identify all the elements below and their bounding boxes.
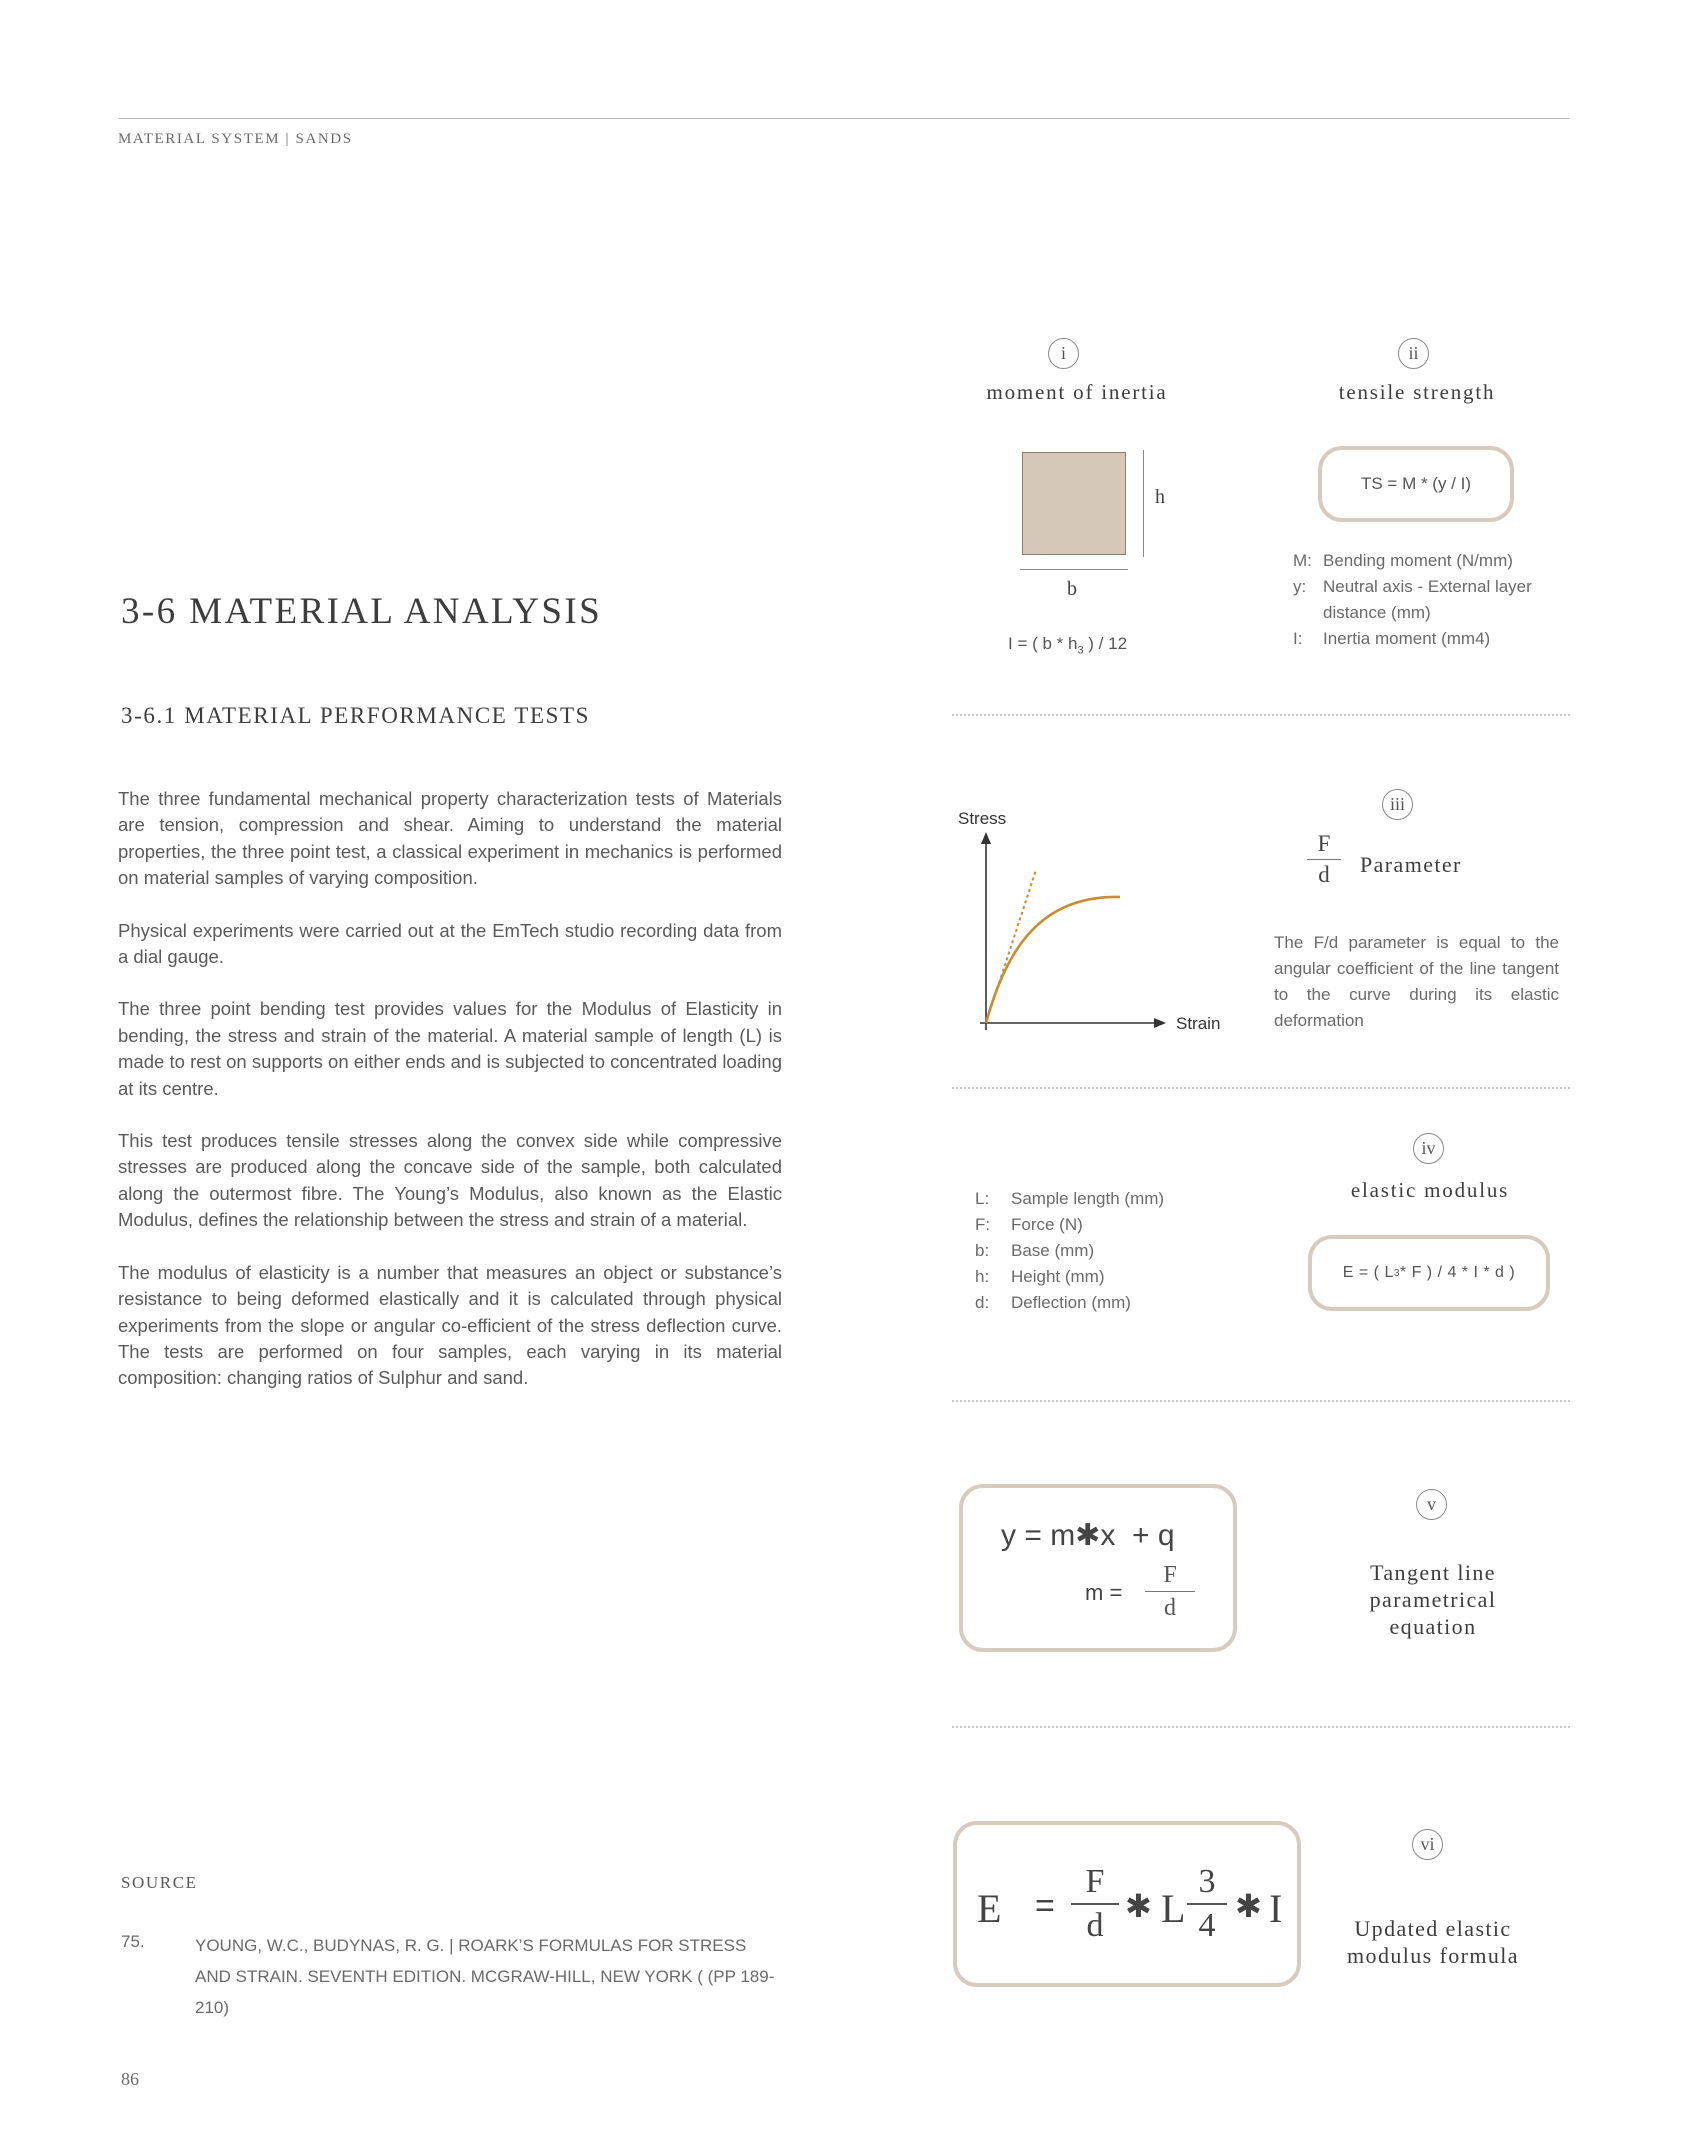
- header-rule: [118, 118, 1570, 119]
- legend-value: Height (mm): [1011, 1267, 1105, 1286]
- formula-i: I: [1269, 1886, 1283, 1931]
- fraction-numerator: 3: [1198, 1863, 1216, 1900]
- formula-multiply-2: ✱: [1235, 1888, 1262, 1924]
- section-title: 3-6 MATERIAL ANALYSIS: [121, 591, 603, 632]
- legend-key: d:: [975, 1293, 990, 1312]
- paragraph-2: Physical experiments were carried out at the EmTech studio recording data from a dial gauge.: [118, 919, 782, 968]
- moment-of-inertia-title: moment of inertia: [986, 380, 1168, 404]
- fraction-bar: [1071, 1903, 1119, 1905]
- base-dimension-line: [1020, 569, 1128, 570]
- parameter-title: Parameter: [1360, 852, 1462, 877]
- legend-value: Force (N): [1011, 1215, 1083, 1234]
- tensile-strength-title: tensile strength: [1338, 380, 1496, 404]
- fraction-numerator: F: [1317, 831, 1331, 856]
- legend-value: Inertia moment (mm4): [1323, 629, 1491, 648]
- legend-key: F:: [975, 1215, 991, 1234]
- subsection-title: 3-6.1 MATERIAL PERFORMANCE TESTS: [121, 703, 591, 728]
- reference-text: YOUNG, W.C., BUDYNAS, R. G. | ROARK’S FORMULAS FOR STRESS AND STRAIN. SEVENTH EDITION. MCGRAW-HILL, NEW YORK ( (PP 189-210): [195, 1936, 775, 2017]
- legend-value: Neutral axis - External layer distance (mm): [1323, 577, 1532, 622]
- cross-section-square: [1022, 452, 1126, 555]
- legend-key: y:: [1293, 577, 1307, 596]
- page-number: 86: [121, 2069, 139, 2089]
- fraction-bar: [1187, 1903, 1227, 1905]
- formula-multiply-1: ✱: [1125, 1888, 1152, 1924]
- source-label: SOURCE: [121, 1873, 198, 1892]
- divider-2: [952, 1087, 1570, 1089]
- fraction-bar: [1307, 859, 1341, 860]
- numeral-v-badge: v: [1416, 1489, 1447, 1520]
- fraction-denominator: 4: [1198, 1906, 1216, 1944]
- legend-value: Bending moment (N/mm): [1323, 551, 1513, 570]
- legend-key: M:: [1293, 551, 1312, 570]
- paragraph-1: The three fundamental mechanical property characterization tests of Materials are tension, compression and shear. Aiming to understand the material properties, the three point test, a classical experiment in mechanics is performed on material samples of varying composition.: [118, 788, 782, 889]
- elastic-legend: [975, 1186, 1215, 1316]
- body-text: [118, 786, 782, 1418]
- legend-value: Deflection (mm): [1011, 1293, 1131, 1312]
- fraction-denominator: d: [1164, 1595, 1176, 1621]
- tangent-fraction: [1145, 1560, 1195, 1623]
- title-line: Updated elastic: [1354, 1916, 1512, 1941]
- elastic-modulus-title: elastic modulus: [1350, 1178, 1510, 1202]
- fraction-denominator: d: [1318, 862, 1330, 887]
- updated-modulus-title: [1318, 1915, 1548, 1969]
- tensile-strength-formula-box: TS = M * (y / I): [1318, 446, 1514, 522]
- numeral-ii-badge: ii: [1398, 338, 1429, 369]
- elastic-formula-pre: E = ( L: [1342, 1264, 1394, 1281]
- formula-equals: =: [1035, 1887, 1055, 1925]
- title-line: modulus formula: [1347, 1943, 1519, 1968]
- formula-fraction-f-d: [1071, 1863, 1119, 1945]
- legend-value: Sample length (mm): [1011, 1189, 1165, 1208]
- elastic-modulus-formula-box: [1308, 1235, 1550, 1311]
- inertia-formula: [1008, 634, 1127, 656]
- stress-label: Stress: [958, 809, 1007, 828]
- tangent-equation-lhs: m =: [1085, 1580, 1123, 1605]
- formula-fraction-3-4: [1187, 1863, 1227, 1945]
- stress-strain-chart: [950, 800, 1240, 1050]
- legend-value: Base (mm): [1011, 1241, 1095, 1260]
- strain-label: Strain: [1176, 1014, 1221, 1033]
- divider-1: [952, 714, 1570, 716]
- fraction-denominator: d: [1086, 1906, 1104, 1944]
- tangent-equation-box: [959, 1484, 1237, 1652]
- numeral-iii-badge: iii: [1382, 789, 1413, 820]
- legend-key: h:: [975, 1267, 990, 1286]
- divider-4: [952, 1726, 1570, 1728]
- numeral-i-badge: i: [1048, 338, 1079, 369]
- inertia-formula-sub: 3: [1077, 644, 1084, 657]
- fraction-bar: [1145, 1591, 1195, 1592]
- tangent-line-title: [1318, 1559, 1548, 1640]
- inertia-formula-pre: I = ( b * h: [1008, 634, 1078, 653]
- numeral-iv-badge: iv: [1413, 1133, 1444, 1164]
- legend-key: b:: [975, 1241, 990, 1260]
- running-header: MATERIAL SYSTEM | SANDS: [118, 131, 353, 147]
- tensile-legend: [1293, 548, 1583, 652]
- reference-number: 75.: [121, 1932, 145, 1951]
- legend-key: L:: [975, 1189, 990, 1208]
- stress-axis-arrow: [981, 832, 991, 844]
- fraction-numerator: F: [1163, 1562, 1177, 1588]
- elastic-formula-sub: 3: [1393, 1267, 1400, 1279]
- numeral-vi-badge: vi: [1412, 1829, 1443, 1860]
- inertia-formula-post: ) / 12: [1083, 634, 1128, 653]
- parameter-description: The F/d parameter is equal to the angular coefficient of the line tangent to the curve during its elastic deformation: [1274, 933, 1559, 1030]
- legend-key: I:: [1293, 629, 1303, 648]
- height-label: h: [1155, 486, 1165, 508]
- title-line: equation: [1389, 1614, 1477, 1639]
- paragraph-4: This test produces tensile stresses along the convex side while compressive stresses are produced along the concave side of the sample, both calculated along the outermost fibre. The Young’s Modulus, also known as the Elastic Modulus, defines the relationship between the stress and strain of a material.: [118, 1130, 782, 1231]
- strain-axis-arrow: [1154, 1018, 1166, 1028]
- title-line: parametrical: [1369, 1587, 1497, 1612]
- elastic-formula-post: * F ) / 4 * I * d ): [1399, 1264, 1516, 1281]
- tangent-equation-line-1: y = m✱x + q: [1001, 1519, 1175, 1552]
- fraction-numerator: F: [1085, 1863, 1105, 1900]
- formula-l: L: [1161, 1886, 1186, 1931]
- paragraph-5: The modulus of elasticity is a number that measures an object or substance’s resistance to being deformed elastically and it is calculated through physical experiments from the slope or angular co-efficient of the stress deflection curve. The tests are performed on four samples, each varying in its material composition: changing ratios of Sulphur and sand.: [118, 1261, 782, 1389]
- base-label: b: [1067, 578, 1077, 600]
- updated-modulus-box: [953, 1821, 1301, 1987]
- parameter-fraction: [1307, 830, 1341, 889]
- height-dimension-line: [1143, 450, 1144, 557]
- title-line: Tangent line: [1370, 1560, 1496, 1585]
- formula-e: E: [977, 1886, 1002, 1931]
- paragraph-3: The three point bending test provides values for the Modulus of Elasticity in bending, the stress and strain of the material. A material sample of length (L) is made to rest on supports on either ends and is subjected to concentrated loading at its centre.: [118, 998, 782, 1099]
- divider-3: [952, 1400, 1570, 1402]
